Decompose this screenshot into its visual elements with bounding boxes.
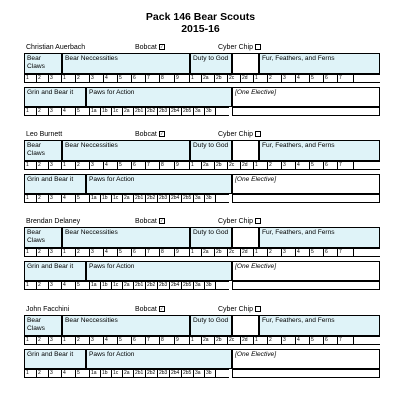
duty-to-god-header: Duty to God (190, 227, 232, 248)
requirement-cell[interactable]: 5 (76, 195, 90, 202)
requirement-cell[interactable]: 2 (37, 337, 49, 344)
requirement-cell[interactable]: 2 (37, 370, 49, 377)
requirement-cell[interactable]: 3 (49, 249, 62, 256)
requirement-cell[interactable]: 2a (202, 75, 215, 82)
requirement-cell[interactable]: 7 (146, 249, 160, 256)
requirement-cell[interactable]: 2b3 (158, 370, 170, 377)
requirement-cell[interactable]: 1c (112, 108, 123, 115)
duty-to-god-header: Duty to God (190, 53, 232, 74)
requirement-cell[interactable]: 3a (194, 195, 205, 202)
requirement-cell[interactable]: 2a (202, 162, 215, 169)
requirement-cell[interactable]: 2b3 (158, 282, 170, 289)
requirement-cell[interactable]: 2b3 (158, 108, 170, 115)
elective-header: [One Elective] (232, 349, 380, 369)
requirement-cell[interactable]: 1 (254, 337, 268, 344)
requirement-cell[interactable]: 2b2 (146, 370, 158, 377)
requirement-cell[interactable]: 1 (25, 249, 37, 256)
requirement-cell[interactable]: 1 (254, 162, 268, 169)
requirement-cell[interactable]: 2b (215, 75, 228, 82)
bobcat-text: Bobcat (135, 218, 157, 225)
requirement-cell[interactable]: 3b (205, 370, 216, 377)
requirement-cell[interactable]: 6 (324, 162, 338, 169)
requirement-cell[interactable]: 9 (175, 337, 190, 344)
requirement-cell[interactable]: 3 (49, 337, 62, 344)
requirement-cell[interactable]: 2b5 (182, 108, 194, 115)
requirement-cell[interactable]: 7 (338, 337, 354, 344)
fur-feathers-ferns-header: Fur, Feathers, and Ferns (259, 227, 380, 248)
requirement-cell[interactable]: 3 (282, 337, 296, 344)
requirement-cell[interactable]: 2b3 (158, 195, 170, 202)
scout-block (24, 315, 380, 385)
bear-necessities-header: Bear Neccessities (62, 53, 190, 74)
requirement-cell[interactable]: 2b5 (182, 195, 194, 202)
requirement-cell[interactable]: 1 (25, 75, 37, 82)
requirement-cell[interactable]: 1c (112, 282, 123, 289)
requirement-cell[interactable]: 1b (101, 282, 112, 289)
requirement-cell[interactable]: 9 (175, 249, 190, 256)
requirement-cell[interactable]: 1 (254, 249, 268, 256)
grin-and-bear-it-header: Grin and Bear it (24, 261, 86, 281)
requirement-cell[interactable]: 5 (310, 249, 324, 256)
requirement-cell[interactable]: 3 (49, 195, 62, 202)
requirement-cell[interactable]: 6 (132, 337, 146, 344)
requirement-cell[interactable]: 3a (194, 370, 205, 377)
elective-header: [One Elective] (232, 87, 380, 107)
requirement-cell[interactable]: 2 (76, 337, 90, 344)
requirement-cell[interactable]: 3 (49, 162, 62, 169)
requirement-cell[interactable]: 1 (62, 249, 76, 256)
elective-box[interactable] (232, 107, 380, 116)
requirement-cell[interactable]: 7 (146, 162, 160, 169)
requirement-cell[interactable]: 5 (118, 337, 132, 344)
requirement-row-2 (24, 281, 229, 290)
requirement-row-1 (24, 336, 380, 345)
requirement-cell[interactable]: 2b1 (134, 370, 146, 377)
elective-box[interactable] (232, 281, 380, 290)
requirement-cell[interactable]: 7 (338, 249, 354, 256)
requirement-cell[interactable]: 2c (228, 75, 241, 82)
requirement-cell[interactable]: 2 (37, 195, 49, 202)
elective-box[interactable] (232, 369, 380, 378)
requirement-cell[interactable]: 1 (190, 75, 202, 82)
requirement-cell[interactable]: 5 (76, 282, 90, 289)
cyber-chip-checkbox[interactable] (255, 306, 261, 312)
requirement-cell[interactable]: 2b2 (146, 282, 158, 289)
requirement-cell[interactable]: 2a (123, 370, 134, 377)
requirement-row-2 (24, 369, 229, 378)
requirement-cell[interactable]: 4 (62, 108, 76, 115)
paws-for-action-header: Paws for Action (86, 349, 232, 369)
requirement-cell[interactable]: 1 (25, 162, 37, 169)
requirement-cell[interactable]: 3b (205, 108, 216, 115)
requirement-cell[interactable]: 2b1 (134, 108, 146, 115)
duty-to-god-header: Duty to God (190, 315, 232, 336)
requirement-cell[interactable]: 1a (90, 108, 101, 115)
requirement-cell[interactable]: 5 (310, 162, 324, 169)
requirement-cell[interactable]: 7 (338, 162, 354, 169)
scout-name: Brendan Delaney (26, 218, 81, 225)
requirement-cell[interactable]: 2d (241, 75, 254, 82)
elective-header: [One Elective] (232, 261, 380, 281)
requirement-cell[interactable]: 3 (49, 75, 62, 82)
requirement-cell[interactable]: 1a (90, 282, 101, 289)
bobcat-text: Bobcat (135, 131, 157, 138)
requirement-cell[interactable]: 6 (324, 249, 338, 256)
requirement-cell[interactable]: 2b4 (170, 370, 182, 377)
requirement-cell[interactable]: 1a (90, 370, 101, 377)
requirement-cell[interactable]: 1b (101, 370, 112, 377)
grin-and-bear-it-header: Grin and Bear it (24, 349, 86, 369)
requirement-cell[interactable]: 2 (37, 75, 49, 82)
scout-name: Christian Auerbach (26, 44, 86, 51)
requirement-cell[interactable]: 2a (123, 195, 134, 202)
bear-claws-header: Bear Claws (24, 315, 62, 336)
requirement-cell[interactable]: 2b5 (182, 370, 194, 377)
cyber-chip-checkbox[interactable] (255, 44, 261, 50)
requirement-cell[interactable]: 4 (296, 337, 310, 344)
requirement-cell[interactable]: 1c (112, 195, 123, 202)
requirement-cell[interactable]: 3 (49, 282, 62, 289)
requirement-cell[interactable]: 1 (190, 337, 202, 344)
elective-box[interactable] (232, 194, 380, 203)
requirement-cell[interactable]: 2d (241, 249, 254, 256)
requirement-cell[interactable]: 4 (104, 75, 118, 82)
requirement-cell[interactable]: 1 (25, 195, 37, 202)
requirement-cell[interactable]: 2b (215, 337, 228, 344)
cyber-chip-checkbox[interactable] (255, 218, 261, 224)
requirement-cell[interactable]: 2b2 (146, 195, 158, 202)
requirement-cell[interactable]: 2b4 (170, 108, 182, 115)
requirement-cell[interactable]: 4 (296, 75, 310, 82)
requirement-cell[interactable]: 2a (202, 337, 215, 344)
requirement-cell[interactable]: 5 (118, 162, 132, 169)
requirement-cell[interactable]: 1 (190, 249, 202, 256)
requirement-cell[interactable]: 7 (146, 337, 160, 344)
requirement-cell[interactable]: 8 (160, 337, 175, 344)
requirement-cell[interactable]: 4 (62, 370, 76, 377)
requirement-cell[interactable]: 2 (268, 75, 282, 82)
requirement-cell[interactable]: 2 (76, 249, 90, 256)
requirement-cell[interactable]: 2 (37, 162, 49, 169)
paws-for-action-header: Paws for Action (86, 174, 232, 194)
requirement-cell[interactable]: 3a (194, 108, 205, 115)
fur-feathers-ferns-header: Fur, Feathers, and Ferns (259, 53, 380, 74)
requirement-cell[interactable]: 7 (146, 75, 160, 82)
requirement-cell[interactable]: 3a (194, 282, 205, 289)
requirement-cell[interactable]: 8 (160, 162, 175, 169)
requirement-cell[interactable]: 2c (228, 249, 241, 256)
paws-for-action-header: Paws for Action (86, 87, 232, 107)
requirement-cell[interactable]: 2b4 (170, 195, 182, 202)
elective-header: [One Elective] (232, 174, 380, 194)
bear-necessities-header: Bear Neccessities (62, 315, 190, 336)
requirement-cell[interactable]: 2b5 (182, 282, 194, 289)
requirement-cell[interactable]: 1b (101, 108, 112, 115)
requirement-cell[interactable]: 2 (268, 162, 282, 169)
requirement-cell[interactable]: 3 (282, 75, 296, 82)
requirement-cell[interactable]: 8 (160, 75, 175, 82)
bobcat-label (135, 218, 165, 225)
requirement-cell[interactable]: 3 (49, 370, 62, 377)
requirement-cell[interactable]: 1 (190, 162, 202, 169)
scout-name: Leo Burnett (26, 131, 63, 138)
bobcat-label (135, 306, 165, 313)
requirement-cell[interactable]: 1 (25, 337, 37, 344)
bobcat-label (135, 44, 165, 51)
requirement-cell[interactable]: 2b2 (146, 108, 158, 115)
requirement-cell[interactable]: 3 (90, 75, 104, 82)
requirement-cell[interactable]: 3b (205, 282, 216, 289)
requirement-cell[interactable]: 3 (282, 249, 296, 256)
requirement-cell[interactable]: 2 (268, 249, 282, 256)
bobcat-text: Bobcat (135, 306, 157, 313)
requirement-cell[interactable]: 1a (90, 195, 101, 202)
requirement-cell[interactable]: 9 (175, 75, 190, 82)
requirement-row-1 (24, 248, 380, 257)
requirement-cell[interactable]: 4 (62, 282, 76, 289)
requirement-cell[interactable]: 5 (76, 370, 90, 377)
requirement-row-1 (24, 161, 380, 170)
bobcat-checkbox[interactable]: ✓ (160, 131, 164, 137)
grin-and-bear-it-header: Grin and Bear it (24, 174, 86, 194)
bear-necessities-header: Bear Neccessities (62, 140, 190, 161)
requirement-cell[interactable]: 2 (268, 337, 282, 344)
requirement-cell[interactable]: 2a (202, 249, 215, 256)
page-subtitle: 2015-16 (181, 23, 220, 35)
requirement-cell[interactable]: 5 (76, 108, 90, 115)
requirement-cell[interactable]: 2 (37, 249, 49, 256)
requirement-cell[interactable]: 2 (37, 282, 49, 289)
bobcat-text: Bobcat (135, 44, 157, 51)
requirement-cell[interactable]: 5 (118, 75, 132, 82)
requirement-cell[interactable]: 1 (254, 75, 268, 82)
requirement-cell[interactable]: 2b (215, 249, 228, 256)
bear-claws-header: Bear Claws (24, 227, 62, 248)
requirement-cell[interactable]: 7 (338, 75, 354, 82)
requirement-row-2 (24, 194, 229, 203)
cyber-chip-text: Cyber Chip (218, 44, 254, 51)
requirement-cell[interactable]: 5 (118, 249, 132, 256)
requirement-cell[interactable]: 1 (25, 282, 37, 289)
cyber-chip-label (218, 44, 261, 51)
paws-for-action-header: Paws for Action (86, 261, 232, 281)
duty-to-god-header: Duty to God (190, 140, 232, 161)
bobcat-checkbox[interactable]: ✓ (160, 44, 164, 50)
requirement-cell[interactable]: 3 (90, 162, 104, 169)
requirement-cell[interactable]: 2 (76, 75, 90, 82)
requirement-cell[interactable]: 2b1 (134, 282, 146, 289)
requirement-cell[interactable]: 3 (49, 108, 62, 115)
requirement-cell[interactable]: 4 (296, 249, 310, 256)
requirement-cell[interactable]: 1 (62, 162, 76, 169)
cyber-chip-label (218, 306, 261, 313)
scout-block (24, 140, 380, 210)
requirement-cell[interactable]: 2d (241, 337, 254, 344)
cyber-chip-text: Cyber Chip (218, 218, 254, 225)
cyber-chip-label (218, 218, 261, 225)
requirement-cell[interactable]: 4 (296, 162, 310, 169)
requirement-cell[interactable]: 1 (62, 337, 76, 344)
requirement-cell[interactable]: 1b (101, 195, 112, 202)
duty-spacer (232, 227, 259, 248)
duty-spacer (232, 315, 259, 336)
duty-spacer (232, 53, 259, 74)
requirement-cell[interactable]: 6 (132, 249, 146, 256)
requirement-cell[interactable]: 2b4 (170, 282, 182, 289)
requirement-cell[interactable]: 6 (132, 75, 146, 82)
grin-and-bear-it-header: Grin and Bear it (24, 87, 86, 107)
requirement-cell[interactable]: 1c (112, 370, 123, 377)
requirement-cell[interactable]: 4 (104, 249, 118, 256)
bear-claws-header: Bear Claws (24, 140, 62, 161)
bobcat-checkbox[interactable]: ✓ (160, 218, 164, 224)
bobcat-checkbox[interactable]: ✓ (160, 306, 164, 312)
scout-block (24, 53, 380, 123)
cyber-chip-text: Cyber Chip (218, 306, 254, 313)
requirement-cell[interactable]: 3 (90, 249, 104, 256)
fur-feathers-ferns-header: Fur, Feathers, and Ferns (259, 315, 380, 336)
requirement-cell[interactable]: 2 (76, 162, 90, 169)
bear-claws-header: Bear Claws (24, 53, 62, 74)
fur-feathers-ferns-header: Fur, Feathers, and Ferns (259, 140, 380, 161)
requirement-cell[interactable]: 1 (25, 370, 37, 377)
requirement-cell[interactable]: 2a (123, 282, 134, 289)
bobcat-label (135, 131, 165, 138)
requirement-cell[interactable]: 2c (228, 162, 241, 169)
requirement-cell[interactable]: 2b (215, 162, 228, 169)
requirement-cell[interactable]: 2c (228, 337, 241, 344)
requirement-cell[interactable]: 1 (25, 108, 37, 115)
requirement-cell[interactable]: 3 (90, 337, 104, 344)
scout-name: John Facchini (26, 306, 70, 313)
scout-block (24, 227, 380, 297)
requirement-cell[interactable]: 6 (324, 337, 338, 344)
requirement-cell[interactable]: 4 (104, 337, 118, 344)
requirement-row-1 (24, 74, 380, 83)
requirement-cell[interactable]: 3 (282, 162, 296, 169)
requirement-cell[interactable]: 2d (241, 162, 254, 169)
cyber-chip-text: Cyber Chip (218, 131, 254, 138)
requirement-cell[interactable]: 1 (62, 75, 76, 82)
requirement-cell[interactable]: 4 (104, 162, 118, 169)
duty-spacer (232, 140, 259, 161)
requirement-cell[interactable]: 3b (205, 195, 216, 202)
requirement-cell[interactable]: 2a (123, 108, 134, 115)
requirement-row-2 (24, 107, 229, 116)
cyber-chip-label (218, 131, 261, 138)
page-title: Pack 146 Bear Scouts (145, 11, 256, 23)
requirement-cell[interactable]: 6 (132, 162, 146, 169)
requirement-cell[interactable]: 8 (160, 249, 175, 256)
requirement-cell[interactable]: 2b1 (134, 195, 146, 202)
requirement-cell[interactable]: 6 (324, 75, 338, 82)
cyber-chip-checkbox[interactable] (255, 131, 261, 137)
requirement-cell[interactable]: 5 (310, 75, 324, 82)
requirement-cell[interactable]: 9 (175, 162, 190, 169)
requirement-cell[interactable]: 2 (37, 108, 49, 115)
requirement-cell[interactable]: 5 (310, 337, 324, 344)
bear-necessities-header: Bear Neccessities (62, 227, 190, 248)
requirement-cell[interactable]: 4 (62, 195, 76, 202)
